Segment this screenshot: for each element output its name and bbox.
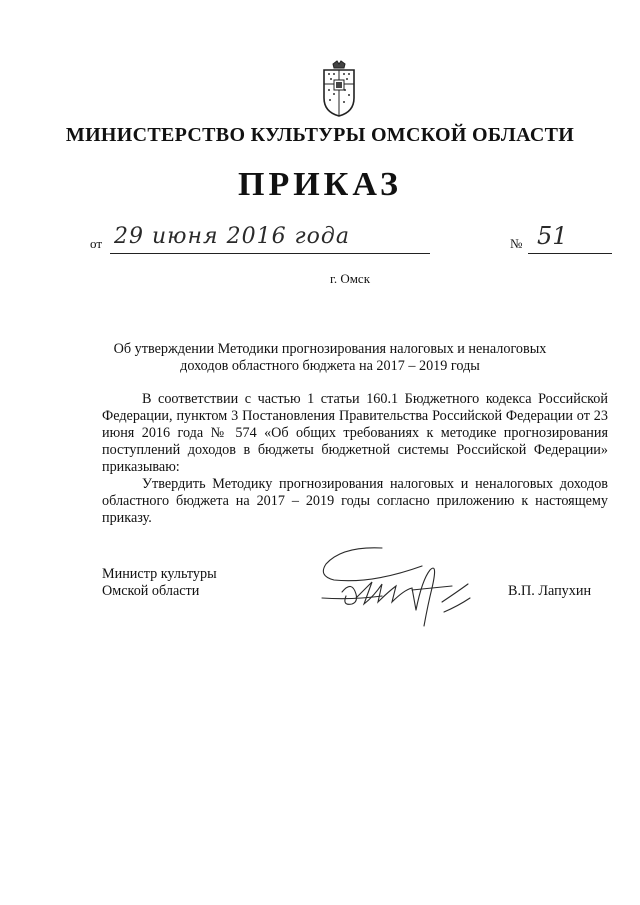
handwritten-date: 29 июня 2016 года (114, 224, 350, 249)
body-paragraph-1: В соответствии с частью 1 статьи 160.1 Бюджетного кодекса Российской Федерации, пунктом 3 Постановления Правительства Российской Федерации от 23 июня 2016 года № 574 «Об общих требованиях к методике прогнозирования поступлений доходов в бюджеты бюджетной системы Российской Федерации» приказываю: (102, 391, 608, 475)
signature-icon (312, 540, 482, 630)
date-number-row (90, 222, 610, 258)
subject-line-2: доходов областного бюджета на 2017 – 2019 годы (180, 358, 480, 374)
signatory-position (102, 566, 217, 600)
body-paragraph-2: Утвердить Методику прогнозирования налоговых и неналоговых доходов областного бюджета на 2017 – 2019 годы согласно приложению к настоящему приказу. (102, 476, 608, 526)
order-subject (100, 341, 560, 375)
number-underline (528, 253, 612, 254)
signatory-position-line-2: Омской области (102, 583, 200, 599)
date-underline (110, 253, 430, 254)
document-type-title: ПРИКАЗ (238, 166, 402, 203)
signatory-position-line-1: Министр культуры (102, 566, 217, 582)
number-prefix: № (510, 236, 523, 251)
city-label: г. Омск (329, 271, 371, 286)
date-prefix: от (90, 236, 103, 251)
coat-of-arms-icon (320, 60, 358, 118)
signatory-name: В.П. Лапухин (508, 583, 592, 599)
subject-line-1: Об утверждении Методики прогнозирования налоговых и неналоговых (113, 341, 547, 357)
ministry-title: МИНИСТЕРСТВО КУЛЬТУРЫ ОМСКОЙ ОБЛАСТИ (65, 124, 575, 146)
order-body (102, 391, 608, 527)
handwritten-number: 51 (537, 222, 568, 250)
